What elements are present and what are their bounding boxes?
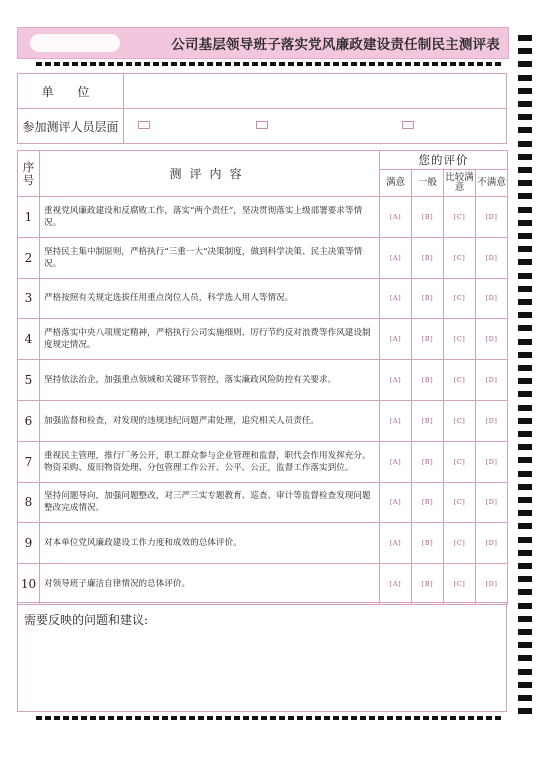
timing-mark — [518, 642, 532, 648]
timing-mark — [378, 716, 384, 720]
level-option-1[interactable] — [138, 121, 150, 129]
timing-mark — [270, 716, 276, 720]
timing-mark — [518, 352, 532, 358]
rating-option[interactable]: [A] — [380, 564, 412, 605]
timing-mark — [518, 418, 532, 424]
timing-mark — [72, 716, 78, 720]
row-number: 1 — [18, 197, 40, 238]
timing-mark — [518, 141, 532, 147]
timing-mark — [518, 550, 532, 556]
row-content: 坚持依法治企，加强重点领域和关键环节管控，落实廉政风险防控有关要求。 — [40, 360, 380, 401]
rating-option[interactable]: [D] — [476, 278, 508, 319]
timing-mark — [225, 62, 231, 66]
timing-mark — [518, 193, 532, 199]
timing-mark — [54, 62, 60, 66]
timing-mark — [189, 716, 195, 720]
rating-option[interactable]: [C] — [444, 278, 476, 319]
timing-mark — [54, 716, 60, 720]
rating-option[interactable]: [D] — [476, 400, 508, 441]
col-header-content: 测评内容 — [40, 151, 380, 197]
row-number: 4 — [18, 319, 40, 360]
timing-mark — [378, 62, 384, 66]
timing-mark — [518, 259, 532, 265]
timing-mark — [518, 273, 532, 279]
row-number: 9 — [18, 523, 40, 564]
timing-mark — [486, 62, 492, 66]
row-content: 严格落实中央八项规定精神，严格执行公司实施细则、厉行节约反对浪费等作风建设制度规定情况。 — [40, 319, 380, 360]
timing-mark — [270, 62, 276, 66]
timing-mark — [414, 62, 420, 66]
table-row — [18, 564, 508, 605]
timing-mark — [432, 716, 438, 720]
col-header-option: 不满意 — [476, 170, 508, 197]
timing-mark — [108, 716, 114, 720]
timing-mark — [423, 62, 429, 66]
rating-option[interactable]: [B] — [412, 197, 444, 238]
table-row — [18, 400, 508, 441]
rating-option[interactable]: [A] — [380, 278, 412, 319]
row-content: 重视党风廉政建设和反腐败工作，落实“两个责任”，坚决贯彻落实上级部署要求等情况。 — [40, 197, 380, 238]
row-content: 坚持问题导向，加强问题整改，对三严三实专题教育、巡查、审计等监督检查发现问题整改完成情况。 — [40, 482, 380, 523]
timing-mark — [243, 62, 249, 66]
unit-info-table — [17, 73, 507, 144]
timing-mark — [495, 62, 501, 66]
timing-mark — [518, 444, 532, 450]
table-row — [18, 237, 508, 278]
col-header-option: 满意 — [380, 170, 412, 197]
timing-mark — [135, 62, 141, 66]
timing-mark — [518, 220, 532, 226]
row-number: 2 — [18, 237, 40, 278]
level-option-2[interactable] — [256, 121, 268, 129]
row-number: 6 — [18, 400, 40, 441]
rating-option[interactable]: [C] — [444, 441, 476, 482]
rating-option[interactable]: [A] — [380, 523, 412, 564]
rating-option[interactable]: [A] — [380, 400, 412, 441]
timing-mark — [261, 62, 267, 66]
participant-level-label: 参加测评人员层面 — [18, 109, 124, 144]
rating-option[interactable]: [A] — [380, 319, 412, 360]
timing-mark — [518, 537, 532, 543]
timing-mark — [518, 457, 532, 463]
timing-mark — [351, 716, 357, 720]
timing-mark — [518, 484, 532, 490]
timing-mark — [405, 716, 411, 720]
timing-mark — [180, 716, 186, 720]
timing-mark — [279, 716, 285, 720]
timing-mark — [216, 62, 222, 66]
rating-option[interactable]: [B] — [412, 237, 444, 278]
timing-mark — [153, 716, 159, 720]
timing-mark — [518, 35, 532, 41]
timing-mark — [518, 431, 532, 437]
row-number: 10 — [18, 564, 40, 605]
timing-mark — [315, 716, 321, 720]
timing-mark — [477, 62, 483, 66]
timing-mark — [518, 154, 532, 160]
timing-mark — [360, 716, 366, 720]
rating-option[interactable]: [D] — [476, 441, 508, 482]
timing-mark — [518, 365, 532, 371]
rating-option[interactable]: [C] — [444, 523, 476, 564]
timing-mark — [252, 62, 258, 66]
rating-option[interactable]: [B] — [412, 400, 444, 441]
timing-mark — [477, 716, 483, 720]
timing-mark — [216, 716, 222, 720]
col-header-option: 一般 — [412, 170, 444, 197]
timing-mark — [518, 471, 532, 477]
timing-mark — [153, 62, 159, 66]
timing-mark — [324, 716, 330, 720]
timing-mark — [189, 62, 195, 66]
timing-mark — [261, 716, 267, 720]
timing-mark — [297, 62, 303, 66]
rating-option[interactable]: [C] — [444, 197, 476, 238]
timing-mark — [99, 62, 105, 66]
timing-mark — [441, 62, 447, 66]
timing-mark — [450, 62, 456, 66]
timing-mark — [432, 62, 438, 66]
timing-mark — [252, 716, 258, 720]
timing-mark — [81, 62, 87, 66]
timing-mark — [518, 286, 532, 292]
timing-mark — [36, 62, 42, 66]
timing-mark — [144, 716, 150, 720]
timing-mark — [333, 716, 339, 720]
timing-mark — [306, 716, 312, 720]
timing-mark — [198, 716, 204, 720]
rating-option[interactable]: [A] — [380, 482, 412, 523]
timing-mark — [333, 62, 339, 66]
timing-mark — [518, 669, 532, 675]
timing-mark — [405, 62, 411, 66]
timing-mark — [518, 114, 532, 120]
timing-mark — [198, 62, 204, 66]
timing-mark — [518, 708, 532, 714]
rating-option[interactable]: [B] — [412, 523, 444, 564]
timing-mark — [369, 716, 375, 720]
timing-mark — [243, 716, 249, 720]
timing-mark — [518, 88, 532, 94]
rating-option[interactable]: [D] — [476, 197, 508, 238]
timing-mark — [518, 61, 532, 67]
timing-mark — [117, 716, 123, 720]
timing-mark — [518, 325, 532, 331]
bottom-timing-marks — [36, 716, 506, 720]
timing-mark — [414, 716, 420, 720]
top-timing-marks — [36, 62, 506, 66]
table-row — [18, 482, 508, 523]
timing-mark — [518, 655, 532, 661]
rating-option[interactable]: [D] — [476, 564, 508, 605]
timing-mark — [369, 62, 375, 66]
timing-mark — [387, 716, 393, 720]
unit-field[interactable] — [124, 74, 507, 109]
timing-mark — [396, 62, 402, 66]
rating-option[interactable]: [B] — [412, 278, 444, 319]
timing-mark — [387, 62, 393, 66]
timing-mark — [518, 233, 532, 239]
col-header-your-eval: 您的评价 — [380, 151, 508, 170]
row-content: 严格按照有关规定选拔任用重点岗位人员，科学选人用人等情况。 — [40, 278, 380, 319]
rating-option[interactable]: [B] — [412, 319, 444, 360]
timing-mark — [468, 62, 474, 66]
timing-mark — [360, 62, 366, 66]
timing-mark — [459, 716, 465, 720]
timing-mark — [518, 682, 532, 688]
feedback-box[interactable] — [17, 602, 507, 712]
timing-mark — [162, 716, 168, 720]
row-content: 对领导班子廉洁自律情况的总体评价。 — [40, 564, 380, 605]
timing-mark — [518, 75, 532, 81]
timing-mark — [72, 62, 78, 66]
row-number: 7 — [18, 441, 40, 482]
table-row — [18, 278, 508, 319]
timing-mark — [315, 62, 321, 66]
timing-mark — [171, 62, 177, 66]
col-header-option: 比较满意 — [444, 170, 476, 197]
rating-option[interactable]: [A] — [380, 441, 412, 482]
form-title: 公司基层领导班子落实党风廉政建设责任制民主测评表 — [171, 37, 500, 53]
timing-mark — [324, 62, 330, 66]
timing-mark — [518, 378, 532, 384]
timing-mark — [518, 127, 532, 133]
timing-mark — [518, 180, 532, 186]
timing-mark — [518, 299, 532, 305]
timing-mark — [288, 62, 294, 66]
row-number: 3 — [18, 278, 40, 319]
timing-mark — [441, 716, 447, 720]
timing-mark — [518, 207, 532, 213]
rating-option[interactable]: [C] — [444, 564, 476, 605]
timing-mark — [495, 716, 501, 720]
timing-mark — [518, 246, 532, 252]
timing-mark — [207, 62, 213, 66]
timing-mark — [45, 62, 51, 66]
timing-mark — [225, 716, 231, 720]
timing-mark — [459, 62, 465, 66]
timing-mark — [234, 62, 240, 66]
timing-mark — [518, 695, 532, 701]
timing-mark — [518, 497, 532, 503]
timing-mark — [279, 62, 285, 66]
rating-option[interactable]: [C] — [444, 400, 476, 441]
level-option-3[interactable] — [402, 121, 414, 129]
timing-mark — [518, 629, 532, 635]
timing-mark — [518, 405, 532, 411]
timing-mark — [468, 716, 474, 720]
rating-option[interactable]: [D] — [476, 360, 508, 401]
timing-mark — [108, 62, 114, 66]
rating-option[interactable]: [B] — [412, 564, 444, 605]
timing-mark — [36, 716, 42, 720]
timing-mark — [518, 48, 532, 54]
row-content: 坚持民主集中制原则，严格执行“三重一大”决策制度，做到科学决策、民主决策等情况。 — [40, 237, 380, 278]
timing-mark — [396, 716, 402, 720]
evaluation-table — [17, 150, 508, 605]
participant-level-options — [124, 109, 507, 144]
rating-option[interactable]: [D] — [476, 482, 508, 523]
timing-mark — [518, 101, 532, 107]
timing-mark — [171, 716, 177, 720]
timing-mark — [126, 62, 132, 66]
row-content: 对本单位党风廉政建设工作力度和成效的总体评价。 — [40, 523, 380, 564]
timing-mark — [518, 616, 532, 622]
timing-mark — [126, 716, 132, 720]
row-content: 重视民主管理，推行厂务公开，职工群众参与企业管理和监督，职代会作用发挥充分。物资采购、废旧物资处理、分包管理工作公开、公平、公正，监督工作落实到位。 — [40, 441, 380, 482]
timing-mark — [450, 716, 456, 720]
timing-mark — [99, 716, 105, 720]
timing-mark — [63, 716, 69, 720]
timing-mark — [234, 716, 240, 720]
timing-mark — [518, 523, 532, 529]
timing-mark — [518, 339, 532, 345]
right-timing-marks — [518, 35, 532, 725]
row-number: 8 — [18, 482, 40, 523]
rating-option[interactable]: [D] — [476, 523, 508, 564]
rating-option[interactable]: [C] — [444, 237, 476, 278]
timing-mark — [117, 62, 123, 66]
timing-mark — [518, 391, 532, 397]
timing-mark — [288, 716, 294, 720]
rating-option[interactable]: [C] — [444, 319, 476, 360]
table-row — [18, 319, 508, 360]
timing-mark — [342, 716, 348, 720]
row-number: 5 — [18, 360, 40, 401]
timing-mark — [144, 62, 150, 66]
table-row — [18, 197, 508, 238]
timing-mark — [63, 62, 69, 66]
timing-mark — [518, 576, 532, 582]
timing-mark — [486, 716, 492, 720]
timing-mark — [342, 62, 348, 66]
timing-mark — [423, 716, 429, 720]
timing-mark — [207, 716, 213, 720]
rating-option[interactable]: [C] — [444, 360, 476, 401]
timing-mark — [518, 589, 532, 595]
timing-mark — [180, 62, 186, 66]
timing-mark — [45, 716, 51, 720]
timing-mark — [81, 716, 87, 720]
col-header-no: 序号 — [18, 151, 40, 197]
rating-option[interactable]: [B] — [412, 482, 444, 523]
timing-mark — [90, 62, 96, 66]
table-row — [18, 523, 508, 564]
timing-mark — [297, 716, 303, 720]
rating-option[interactable]: [C] — [444, 482, 476, 523]
rating-option[interactable]: [A] — [380, 197, 412, 238]
timing-mark — [306, 62, 312, 66]
timing-mark — [90, 716, 96, 720]
feedback-label: 需要反映的问题和建议: — [24, 613, 149, 627]
rating-option[interactable]: [D] — [476, 237, 508, 278]
rating-option[interactable]: [A] — [380, 237, 412, 278]
table-row — [18, 441, 508, 482]
timing-mark — [518, 510, 532, 516]
rating-option[interactable]: [B] — [412, 441, 444, 482]
timing-mark — [135, 716, 141, 720]
timing-mark — [351, 62, 357, 66]
timing-mark — [518, 167, 532, 173]
rating-option[interactable]: [D] — [476, 319, 508, 360]
timing-mark — [518, 563, 532, 569]
rating-option[interactable]: [A] — [380, 360, 412, 401]
rating-option[interactable]: [B] — [412, 360, 444, 401]
unit-label: 单 位 — [18, 74, 124, 109]
timing-mark — [518, 603, 532, 609]
timing-mark — [518, 312, 532, 318]
row-content: 加强监督和检查，对发现的违规违纪问题严肃处理，追究相关人员责任。 — [40, 400, 380, 441]
table-row — [18, 360, 508, 401]
timing-mark — [162, 62, 168, 66]
